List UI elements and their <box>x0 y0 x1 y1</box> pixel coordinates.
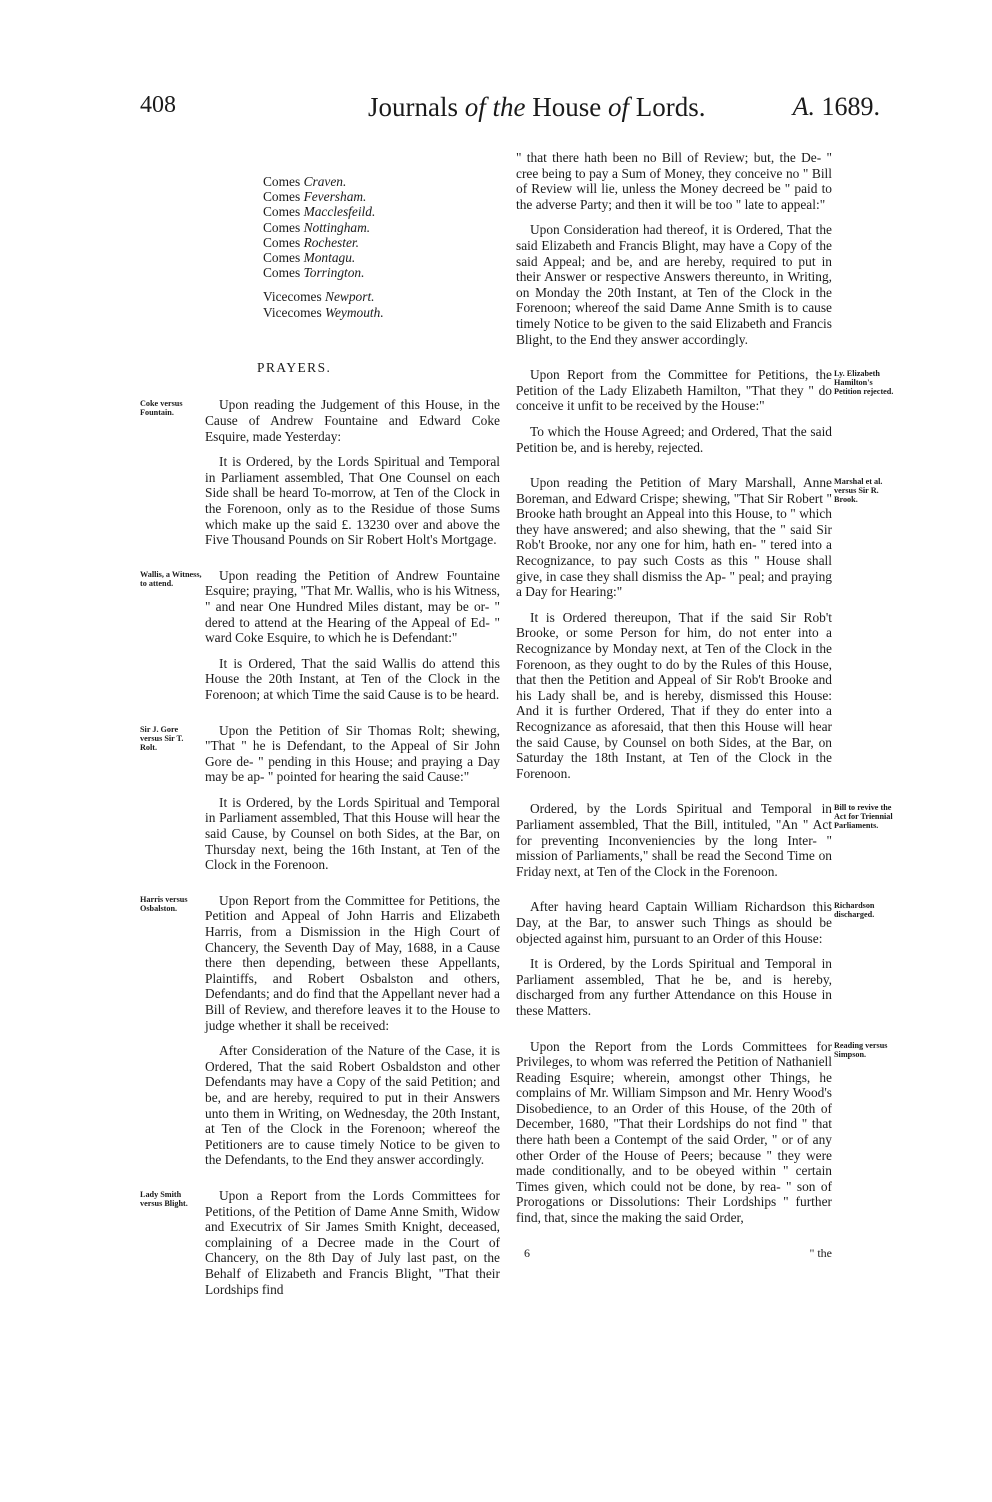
paragraph: It is Ordered, by the Lords Spiritual and Temporal in Parliament assembled, That he be, and is hereby, discharged from any further Attendance on this House in these Matters. <box>516 956 832 1018</box>
paragraph: Upon reading the Judgement of this House, in the Cause of Andrew Fountaine and Edward Coke Esquire, made Yesterday: <box>205 397 500 444</box>
paragraph: Upon reading the Petition of Andrew Fountaine Esquire; praying, "That Mr. Wallis, who is his Witness, " and near One Hundred Miles distant, may be or- " dered to attend at the Hearing of the Appeal of Ed- " ward Coke Esquire, to which he is Defendant:" <box>205 567 500 646</box>
margin-note: Harris versus Osbalston. <box>140 894 188 913</box>
margin-note: Bill to revive the Act for Triennial Parliaments. <box>834 803 893 831</box>
catchline <box>516 1246 832 1262</box>
paragraph: Upon Report from the Committee for Petitions, the Petition of the Lady Elizabeth Hamilton, "That they " do conceive it unfit to be received by the House:" <box>516 367 832 414</box>
paragraph: To which the House Agreed; and Ordered, That the said Petition be, and is hereby, rejected. <box>516 423 832 455</box>
paragraph: " that there hath been no Bill of Review; but, the De- " cree being to pay a Sum of Money, they conceive no " Bill of Review will lie, unless the Money decreed be " paid to the adverse Party; and then it will be too " late to appeal:" <box>516 150 832 212</box>
entry-smith-blight <box>140 1187 500 1297</box>
left-column <box>140 150 500 1317</box>
entry-wallis <box>140 567 500 703</box>
peer-entry: Comes Torrington. <box>263 265 365 281</box>
journal-title: Journals of the House of Lords. <box>368 92 706 122</box>
paragraph: After having heard Captain William Richardson this Day, at the Bar, to answer such Things as should be objected against him, pursuant to an Order of this House: <box>516 899 832 946</box>
peer-entry: Comes Craven. <box>263 174 347 189</box>
entry-triennial-bill <box>516 801 893 879</box>
entry-harris-osbalston <box>140 892 500 1168</box>
entry-coke-fountain <box>140 397 500 548</box>
paragraph: Ordered, by the Lords Spiritual and Temporal in Parliament assembled, That the Bill, intituled, "An " Act for preventing Inconveniencies by the long Inter- " mission of Parliaments," shall be read the Second Time on Friday next, at Ten of the Clock in the Forenoon. <box>516 801 832 879</box>
paragraph: Upon Report from the Committee for Petitions, the Petition and Appeal of John Harris and Elizabeth Harris, from a Dismission in the High Court of Chancery, the Seventh Day of May, 1688, in a Cause there then depending, between these Appellants, Plaintiffs, and Robert Osbalston and others, Defendants; and do find that the Appellant never had a Bill of Review, and therefore leaves it to the House to judge whether it shall be received: <box>205 892 500 1033</box>
paragraph: Upon reading the Petition of Mary Marshall, Anne Boreman, and Edward Crispe; shewing, "That Sir Robert " Brooke hath brought an Appeal into this House, to " which they have answered; and also shewing, that the " said Sir Rob't Brooke, nor any one for him, hath en- " tered into a Recognizance, to pay such Costs as this " House shall give, in case they shall dismiss the Ap- " peal; and praying a Day for Hearing:" <box>516 475 832 600</box>
paragraph: It is Ordered, That the said Wallis do attend this House the 20th Instant, at Ten of the Clock in the Forenoon; at which Time the said Cause is to be heard. <box>205 655 500 702</box>
margin-note: Marshal et al. versus Sir R. Brook. <box>834 477 883 505</box>
peer-entry: Comes Macclesfeild. <box>263 204 376 220</box>
peer-entry: Comes Nottingham. <box>263 219 371 235</box>
margin-note: Coke versus Fountain. <box>140 399 183 418</box>
peer-entry: Comes Rochester. <box>263 234 359 250</box>
paragraph: It is Ordered, by the Lords Spiritual and Temporal in Parliament assembled, That this House will hear the said Cause, by Counsel on both Sides, at the Bar, on Thursday next, being the 16th Instant, at Ten of the Clock in the Forenoon. <box>205 794 500 873</box>
peers-list <box>263 174 500 320</box>
entry-smith-blight-cont <box>516 150 832 347</box>
paragraph: After Consideration of the Nature of the Case, it is Ordered, That the said Robert Osbaldston and other Defendants may have a Copy of the said Petition; and be, and are hereby, required to put in their Answers unto them in Writing, on Wednesday, the 20th Instant, at Ten of the Clock in the Forenoon; whereof the Petitioners are to cause timely Notice to be given to the Defendants, to the End they answer accordingly. <box>205 1043 500 1168</box>
peer-entry: Vicecomes Newport. <box>263 289 375 305</box>
peer-entry: Comes Montagu. <box>263 250 356 266</box>
margin-note: Lady Smith versus Blight. <box>140 1189 188 1208</box>
margin-note: Reading versus Simpson. <box>834 1040 888 1059</box>
entry-richardson <box>516 899 875 1018</box>
margin-note: Wallis, a Witness, to attend. <box>140 569 202 588</box>
entry-gore-rolt <box>140 722 500 873</box>
paragraph: Upon Consideration had thereof, it is Ordered, That the said Elizabeth and Francis Blight, may have a Copy of the said Appeal; and be, and are hereby, required to put in their Answer or respective Answers thereunto, in Writing, on Monday the 20th Instant, at Ten of the Clock in the Forenoon; whereof the said Dame Anne Smith is to cause timely Notice to be given to the said Elizabeth and Francis Blight, to the End they answer accordingly. <box>516 222 832 347</box>
catchword: " the <box>809 1245 832 1260</box>
signature-mark: 6 <box>524 1245 530 1260</box>
paragraph: Upon the Petition of Sir Thomas Rolt; shewing, "That " he is Defendant, to the Appeal of Sir John Gore de- " pending in this House; and praying a Day may be ap- " pointed for hearing the said Cause:" <box>205 722 500 785</box>
paragraph: It is Ordered, by the Lords Spiritual and Temporal in Parliament assembled, That One Counsel on each Side shall be heard To-morrow, at Ten of the Clock in the Forenoon, only as to the Residue of those Sums which make up the said £. 13230 over and above the Five Thousand Pounds on Sir Robert Holt's Mortgage. <box>205 454 500 548</box>
running-header <box>140 92 880 138</box>
paragraph: Upon the Report from the Lords Committees for Privileges, to whom was referred the Petition of Nathaniell Reading Esquire; wherein, amongst other Things, he complains of Mr. William Simpson and Mr. Henry Wood's Disobedience, to an Order of this House, of the 20th of December, 1680, "That their Lordships do not find " that there hath been a Contempt of the said Order, " or of any other Order of the House of Peers; because " they were made conditionally, and to be obeyed within " certain Times given, which could not be done, by rea- " son of Prorogations or Dissolutions: Their Lordships " further find, that, since the making the said Order, <box>516 1038 832 1226</box>
margin-note: Ly. Elizabeth Hamilton's Petition rejected. <box>834 369 894 397</box>
section-heading: PRAYERS. <box>257 359 332 375</box>
peer-entry: Comes Feversham. <box>263 189 367 205</box>
entry-marshall-brooke <box>516 475 883 781</box>
paragraph: It is Ordered thereupon, That if the said Sir Rob't Brooke, or some Person for him, do not enter into a Recognizance by Monday next, at Ten of the Clock in the Forenoon, as they ought to do by the Rules of this House, that then the Petition and Appeal of Sir Rob't Brooke and his Lady shall be, and is hereby, dismissed this House: And it is further Ordered, That if they do enter into a Recognizance as aforesaid, that then this House will hear the said Cause, by Counsel on both Sides, at the Bar, on Saturday the 18th Instant, at Ten of the Clock in the Forenoon. <box>516 609 832 781</box>
margin-note: Sir J. Gore versus Sir T. Rolt. <box>140 724 184 752</box>
entry-reading-simpson <box>516 1038 888 1226</box>
year: A. 1689. <box>792 92 880 121</box>
paragraph: Upon a Report from the Lords Committees for Petitions, of the Petition of Dame Anne Smith, Widow and Executrix of Sir James Smith Knight, deceased, complaining of a Decree made in the Court of Chancery, on the 8th Day of July last past, on the Behalf of Elizabeth and Francis Blight, "That their Lordships find <box>205 1187 500 1297</box>
right-column <box>516 150 894 1262</box>
margin-note: Richardson discharged. <box>834 901 875 920</box>
page-number: 408 <box>140 92 176 118</box>
peer-entry: Vicecomes Weymouth. <box>263 304 384 320</box>
entry-hamilton <box>516 367 894 455</box>
